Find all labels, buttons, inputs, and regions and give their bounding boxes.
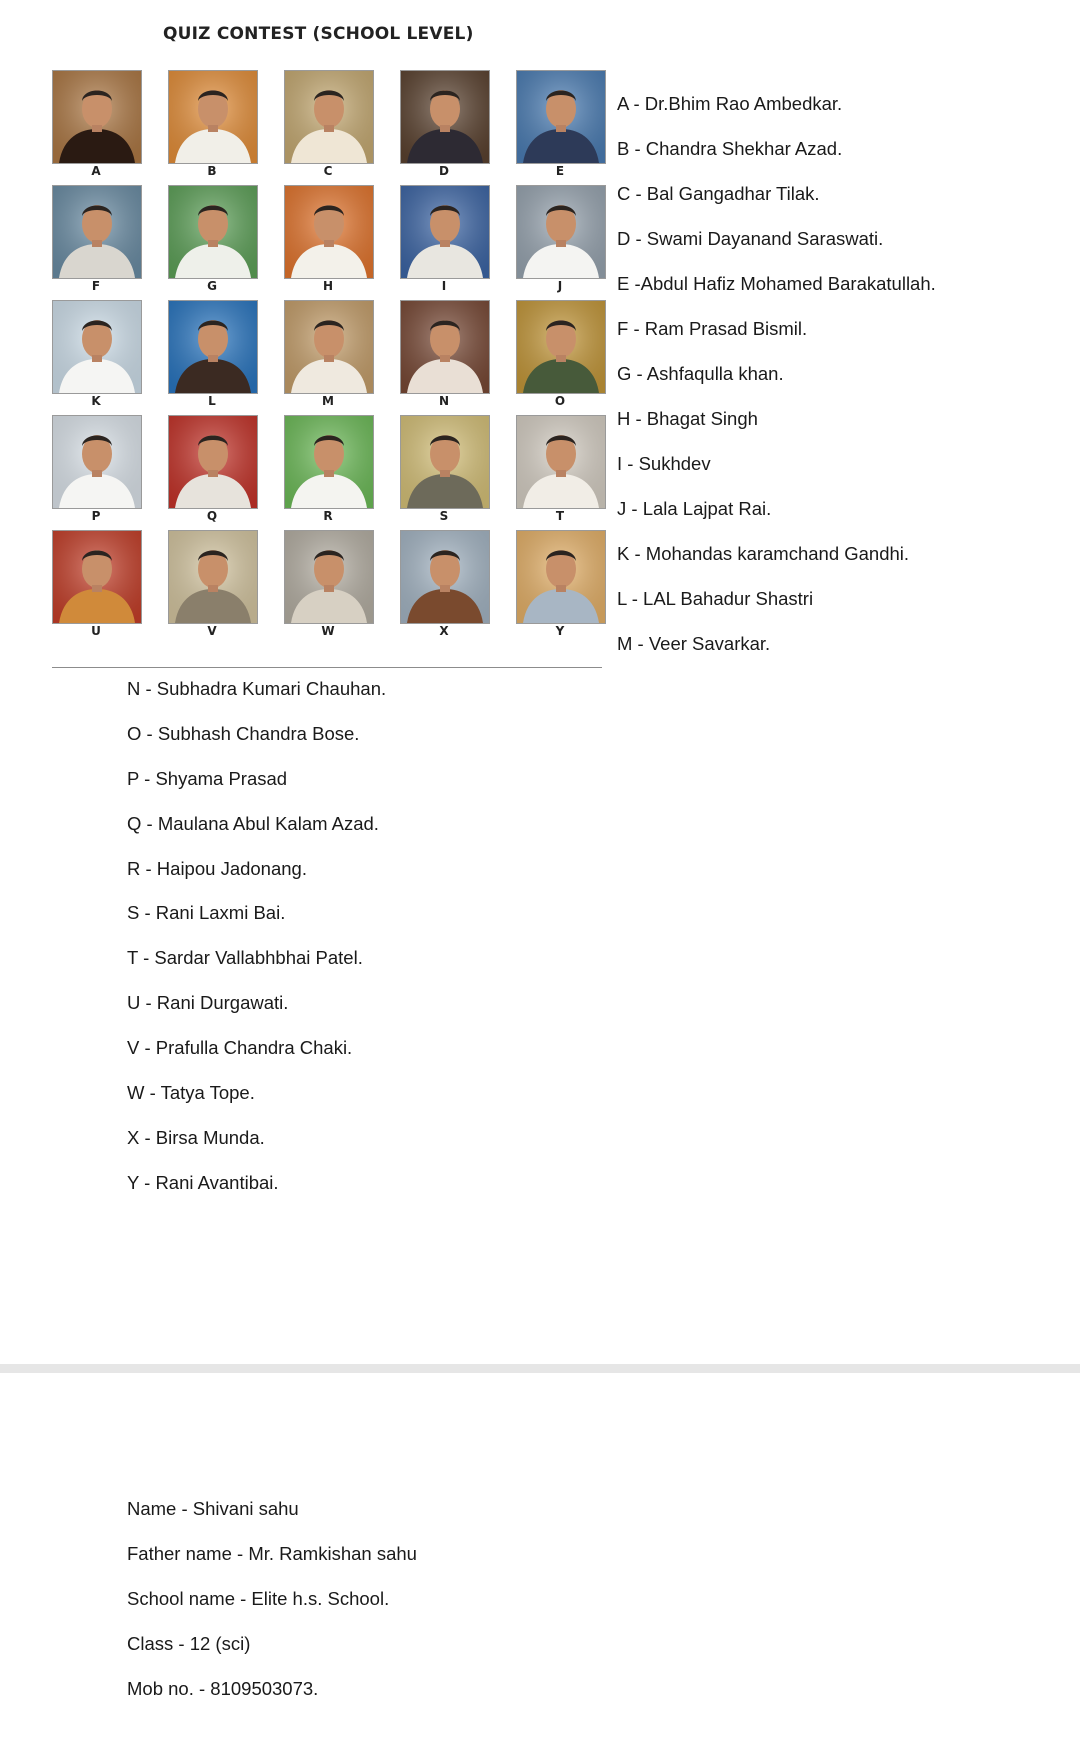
- portrait-cell: [400, 185, 490, 297]
- portrait-image: [284, 530, 374, 624]
- portrait-image: [516, 70, 606, 164]
- answer-item: P - Shyama Prasad: [127, 767, 288, 789]
- portrait-image: [516, 530, 606, 624]
- portrait-cell: [516, 185, 606, 297]
- portrait-letter: G: [207, 279, 217, 293]
- portrait-image: [52, 185, 142, 279]
- portrait-letter: K: [91, 394, 101, 408]
- portrait-image: [168, 70, 258, 164]
- portrait-letter: L: [208, 394, 216, 408]
- student-details: [127, 1497, 727, 1722]
- portrait-letter: S: [439, 509, 449, 523]
- answer-item: N - Subhadra Kumari Chauhan.: [127, 678, 387, 699]
- portrait-cell: [516, 530, 606, 642]
- portrait-image: [284, 70, 374, 164]
- answer-item: E -Abdul Hafiz Mohamed Barakatullah.: [617, 273, 936, 294]
- portrait-image: [400, 300, 490, 394]
- answer-list-bottom: [127, 677, 727, 1216]
- portrait-cell: [284, 185, 374, 297]
- portrait-letter: F: [91, 279, 101, 293]
- portrait-cell: [284, 70, 374, 182]
- portrait-cell: [168, 300, 258, 412]
- portrait-image: [400, 415, 490, 509]
- answer-item: V - Prafulla Chandra Chaki.: [127, 1037, 353, 1059]
- answer-item: J - Lala Lajpat Rai.: [617, 498, 772, 519]
- portrait-letter: T: [555, 509, 565, 523]
- portrait-cell: [168, 185, 258, 297]
- portrait-letter: H: [322, 279, 334, 293]
- portrait-letter: I: [441, 279, 447, 293]
- portrait-image: [52, 70, 142, 164]
- portrait-cell: [516, 300, 606, 412]
- portrait-letter: V: [207, 624, 217, 638]
- answer-item: C - Bal Gangadhar Tilak.: [617, 183, 820, 204]
- portrait-image: [52, 415, 142, 509]
- portrait-image: [516, 300, 606, 394]
- father-name: Father name - Mr. Ramkishan sahu: [127, 1543, 417, 1564]
- portrait-cell: [516, 415, 606, 527]
- portrait-image: [284, 300, 374, 394]
- mobile-number: Mob no. - 8109503073.: [127, 1678, 319, 1699]
- answer-item: O - Subhash Chandra Bose.: [127, 722, 360, 744]
- portrait-image: [284, 185, 374, 279]
- portrait-letter: D: [439, 164, 449, 178]
- portrait-letter: C: [323, 164, 333, 178]
- answer-item: B - Chandra Shekhar Azad.: [617, 138, 843, 159]
- answer-item: I - Sukhdev: [617, 453, 711, 474]
- answer-list-right: [617, 92, 1077, 677]
- portrait-image: [400, 70, 490, 164]
- portrait-image: [168, 530, 258, 624]
- answer-item: W - Tatya Tope.: [127, 1082, 255, 1104]
- portrait-letter: W: [321, 624, 335, 638]
- portrait-cell: [52, 415, 142, 527]
- portrait-cell: [284, 415, 374, 527]
- student-class: Class - 12 (sci): [127, 1633, 251, 1654]
- portrait-cell: [516, 70, 606, 182]
- answer-item: Q - Maulana Abul Kalam Azad.: [127, 812, 379, 834]
- grid-divider: [52, 667, 602, 668]
- portrait-letter: N: [438, 394, 450, 408]
- portrait-letter: M: [322, 394, 334, 408]
- answer-item: A - Dr.Bhim Rao Ambedkar.: [617, 93, 843, 114]
- page-separator: [0, 1364, 1080, 1373]
- portrait-cell: [52, 185, 142, 297]
- answer-item: T - Sardar Vallabhbhai Patel.: [127, 947, 363, 969]
- portrait-letter: Q: [206, 509, 218, 523]
- portrait-letter: B: [207, 164, 217, 178]
- answer-item: D - Swami Dayanand Saraswati.: [617, 228, 884, 249]
- portrait-image: [400, 185, 490, 279]
- answer-item: X - Birsa Munda.: [127, 1126, 265, 1148]
- portrait-image: [400, 530, 490, 624]
- portrait-image: [168, 185, 258, 279]
- portrait-letter: X: [439, 624, 449, 638]
- portrait-letter: O: [554, 394, 566, 408]
- answer-item: R - Haipou Jadonang.: [127, 857, 307, 879]
- portrait-cell: [52, 300, 142, 412]
- answer-item: F - Ram Prasad Bismil.: [617, 318, 808, 339]
- portrait-letter: E: [555, 164, 565, 178]
- portrait-cell: [168, 70, 258, 182]
- portrait-cell: [284, 530, 374, 642]
- portrait-cell: [52, 70, 142, 182]
- answer-item: H - Bhagat Singh: [617, 408, 758, 429]
- portrait-letter: J: [557, 279, 563, 293]
- answer-item: U - Rani Durgawati.: [127, 992, 289, 1014]
- answer-item: S - Rani Laxmi Bai.: [127, 902, 286, 924]
- answer-item: L - LAL Bahadur Shastri: [617, 588, 814, 609]
- portrait-letter: U: [91, 624, 101, 638]
- portrait-cell: [400, 70, 490, 182]
- portrait-image: [168, 300, 258, 394]
- answer-item: G - Ashfaqulla khan.: [617, 363, 784, 384]
- portrait-cell: [168, 530, 258, 642]
- portrait-cell: [400, 300, 490, 412]
- portrait-image: [52, 300, 142, 394]
- portrait-cell: [400, 530, 490, 642]
- portrait-letter: P: [91, 509, 101, 523]
- page-title: QUIZ CONTEST (SCHOOL LEVEL): [163, 24, 474, 44]
- student-name: Name - Shivani sahu: [127, 1498, 299, 1519]
- portrait-cell: [284, 300, 374, 412]
- portrait-image: [168, 415, 258, 509]
- portrait-letter: Y: [555, 624, 565, 638]
- answer-item: K - Mohandas karamchand Gandhi.: [617, 543, 910, 564]
- portrait-letter: A: [91, 164, 101, 178]
- portrait-image: [284, 415, 374, 509]
- portrait-image: [52, 530, 142, 624]
- school-name: School name - Elite h.s. School.: [127, 1588, 390, 1609]
- answer-item: M - Veer Savarkar.: [617, 633, 771, 654]
- portrait-image: [516, 415, 606, 509]
- portrait-cell: [52, 530, 142, 642]
- portrait-cell: [400, 415, 490, 527]
- portrait-letter: R: [323, 509, 333, 523]
- portrait-cell: [168, 415, 258, 527]
- answer-item: Y - Rani Avantibai.: [127, 1171, 279, 1193]
- portrait-image: [516, 185, 606, 279]
